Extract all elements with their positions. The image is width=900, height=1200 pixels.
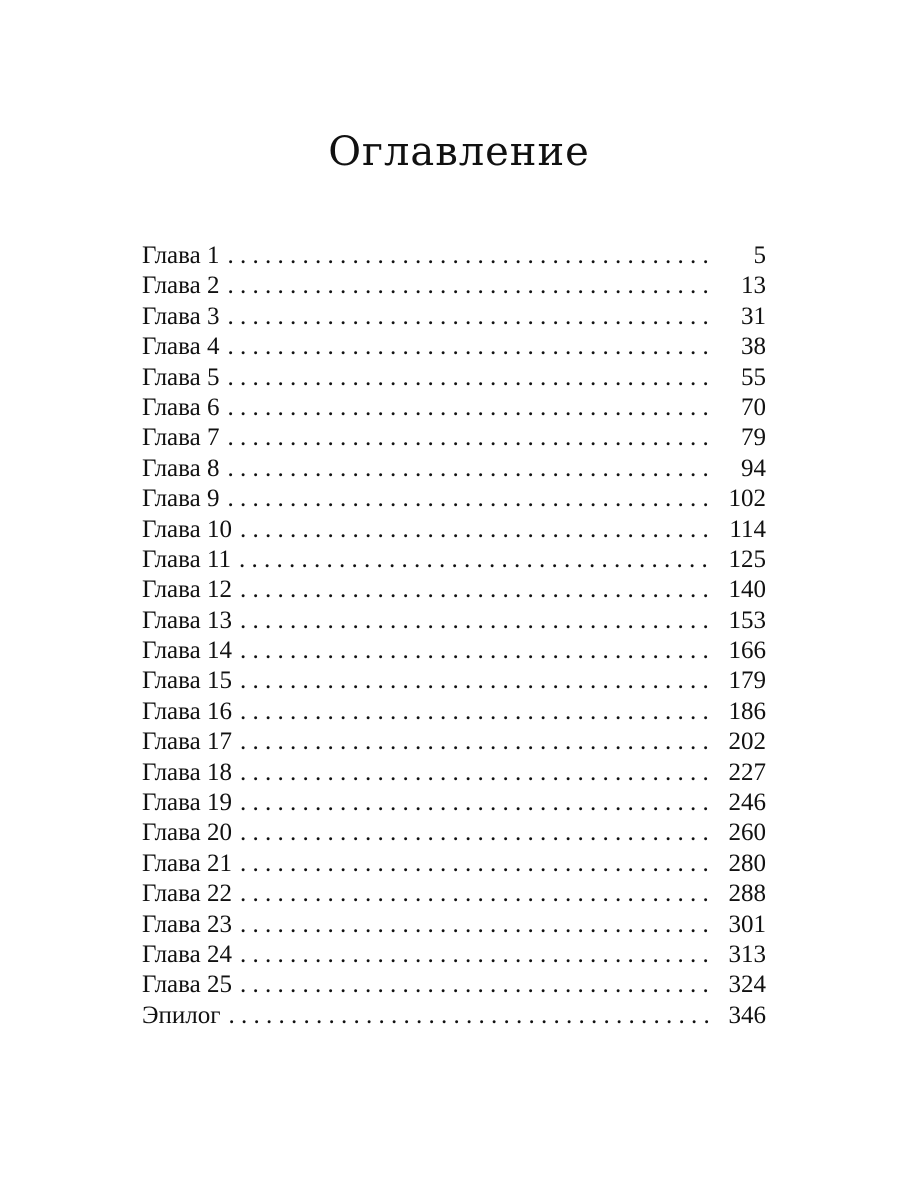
toc-entry-page-number: 346 [728, 1001, 766, 1029]
toc-entry[interactable] [142, 332, 766, 362]
dot-leader [240, 666, 712, 696]
toc-entry[interactable] [142, 302, 766, 332]
toc-entry-label: Глава 19 [142, 789, 232, 817]
dot-leader [240, 636, 712, 666]
dot-leader [240, 788, 712, 818]
dot-leader [240, 727, 712, 757]
dot-leader [227, 271, 712, 301]
toc-entry[interactable] [142, 910, 766, 940]
toc-entry-page-number: 31 [741, 302, 766, 330]
toc-entry-page-number: 186 [728, 697, 766, 725]
toc-entry-page-number: 70 [741, 393, 766, 421]
dot-leader [227, 302, 712, 332]
toc-entry-page-number: 125 [728, 545, 766, 573]
dot-leader [240, 910, 712, 940]
toc-entry-label: Глава 18 [142, 758, 232, 786]
toc-entry-label: Эпилог [142, 1001, 221, 1029]
dot-leader [240, 849, 712, 879]
dot-leader [240, 758, 712, 788]
toc-entry-page-number: 280 [728, 849, 766, 877]
toc-entry[interactable] [142, 1001, 766, 1031]
toc-entry-label: Глава 4 [142, 333, 220, 361]
dot-leader [240, 818, 712, 848]
toc-entry[interactable] [142, 970, 766, 1000]
toc-entry-page-number: 313 [728, 940, 766, 968]
toc-entry[interactable] [142, 849, 766, 879]
toc-entry[interactable] [142, 879, 766, 909]
toc-entry-page-number: 5 [753, 242, 766, 269]
toc-entry-page-number: 166 [728, 637, 766, 665]
dot-leader [239, 545, 712, 575]
toc-entry-page-number: 153 [728, 606, 766, 634]
toc-entry-label: Глава 13 [142, 606, 232, 634]
dot-leader [227, 423, 712, 453]
toc-entry-page-number: 94 [741, 454, 766, 482]
toc-entry[interactable] [142, 818, 766, 848]
toc-entry-page-number: 179 [728, 667, 766, 695]
toc-entry[interactable] [142, 545, 766, 575]
toc-entry-page-number: 102 [728, 485, 766, 513]
dot-leader [227, 241, 712, 271]
toc-entry[interactable] [142, 575, 766, 605]
dot-leader [240, 515, 712, 545]
dot-leader [240, 970, 712, 1000]
toc-entry-page-number: 13 [741, 272, 766, 300]
toc-entry-label: Глава 9 [142, 485, 220, 513]
toc-entry-page-number: 114 [729, 515, 766, 543]
toc-entry-label: Глава 24 [142, 940, 232, 968]
toc-entry-page-number: 324 [728, 971, 766, 999]
dot-leader [229, 1001, 713, 1031]
dot-leader [227, 363, 712, 393]
toc-entry-label: Глава 7 [142, 424, 220, 452]
toc-entry[interactable] [142, 697, 766, 727]
toc-entry-label: Глава 16 [142, 697, 232, 725]
toc-entry-label: Глава 14 [142, 637, 232, 665]
toc-entry-label: Глава 10 [142, 515, 232, 543]
dot-leader [227, 454, 712, 484]
toc-entry[interactable] [142, 484, 766, 514]
toc-entry-label: Глава 23 [142, 910, 232, 938]
toc-entry[interactable] [142, 393, 766, 423]
toc-entry-page-number: 301 [728, 910, 766, 938]
dot-leader [227, 484, 712, 514]
toc-entry[interactable] [142, 271, 766, 301]
toc-entry-label: Глава 22 [142, 880, 232, 908]
toc-entry[interactable] [142, 515, 766, 545]
toc-entry[interactable] [142, 788, 766, 818]
toc-entry-page-number: 55 [741, 363, 766, 391]
toc-entry-page-number: 38 [741, 333, 766, 361]
toc-entry[interactable] [142, 636, 766, 666]
toc-entry-label: Глава 3 [142, 302, 220, 330]
toc-entry-label: Глава 8 [142, 454, 220, 482]
toc-entry-page-number: 246 [728, 789, 766, 817]
toc-entry-label: Глава 15 [142, 667, 232, 695]
toc-entry[interactable] [142, 940, 766, 970]
dot-leader [240, 697, 712, 727]
dot-leader [240, 879, 712, 909]
toc-entry-page-number: 260 [728, 819, 766, 847]
toc-entry[interactable] [142, 758, 766, 788]
table-of-contents [142, 241, 766, 1031]
toc-entry-page-number: 79 [741, 424, 766, 452]
toc-entry-label: Глава 6 [142, 393, 220, 421]
dot-leader [227, 393, 712, 423]
toc-entry[interactable] [142, 241, 766, 271]
toc-entry[interactable] [142, 454, 766, 484]
toc-entry-page-number: 227 [728, 758, 766, 786]
toc-entry[interactable] [142, 727, 766, 757]
toc-entry-label: Глава 2 [142, 272, 220, 300]
toc-entry-label: Глава 5 [142, 363, 220, 391]
dot-leader [240, 606, 712, 636]
toc-entry-label: Глава 17 [142, 728, 232, 756]
toc-entry-label: Глава 25 [142, 971, 232, 999]
page-title: Оглавление [328, 129, 590, 175]
toc-entry[interactable] [142, 363, 766, 393]
toc-entry[interactable] [142, 606, 766, 636]
toc-entry-label: Глава 11 [142, 545, 232, 573]
toc-entry-label: Глава 21 [142, 849, 232, 877]
toc-entry-label: Глава 20 [142, 819, 232, 847]
toc-entry-page-number: 140 [728, 576, 766, 604]
dot-leader [227, 332, 712, 362]
dot-leader [240, 940, 712, 970]
toc-entry-label: Глава 12 [142, 576, 232, 604]
toc-entry-page-number: 202 [728, 728, 766, 756]
toc-entry[interactable] [142, 423, 766, 453]
toc-entry-page-number: 288 [728, 880, 766, 908]
toc-entry-label: Глава 1 [142, 242, 220, 269]
dot-leader [240, 575, 712, 605]
toc-entry[interactable] [142, 666, 766, 696]
